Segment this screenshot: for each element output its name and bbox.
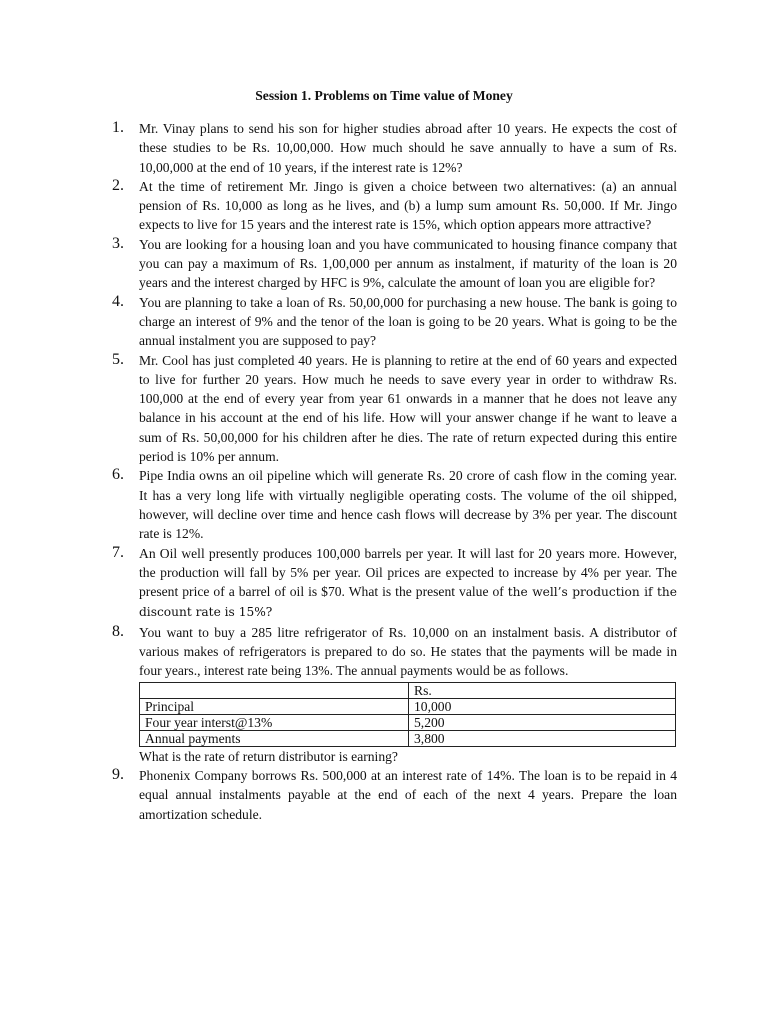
table-header-cell [140,682,409,698]
problem-number: 2. [112,176,124,194]
table-row [140,698,676,714]
problem-number: 1. [112,119,124,136]
payments-table [139,682,676,747]
problem-text: Pipe India owns an oil pipeline which will generate Rs. 20 crore of cash flow in the coming year. It has a very long life with virtually negligible operating costs. The volume of the oil shipped, however, will decline over time and hence cash flows will decrease by 3% per year. The discount rate is 12%. [139,468,677,542]
page-title: Session 1. Problems on Time value of Money [255,88,513,103]
problem-number: 9. [112,765,124,783]
table-cell: Principal [140,698,409,714]
problem-text: At the time of retirement Mr. Jingo is given a choice between two alternatives: (a) an annual pension of Rs. 10,000 as long as he lives, and (b) a lump sum amount Rs. 50,000. If Mr. Jingo expects to live for 15 years and the interest rate is 15%, which option appears more attractive? [139,178,677,233]
problem-text: You are looking for a housing loan and you have communicated to housing finance company that you can pay a maximum of Rs. 1,00,000 per annum as instalment, if maturity of the loan is 20 years and the interest charged by HFC is 9%, calculate the amount of loan you are eligible for? [139,236,677,291]
problem-text-main: An Oil well presently produces 100,000 barrels per year. It will last for 20 years more. However, the production will fall by 5% per year. Oil prices are expected to increase by 4% per year. The present price of a barrel of oil is $70. What is the present value of [139,545,677,600]
problem-number: 5. [112,350,124,368]
table-header-row [140,682,676,698]
table-cell: 10,000 [409,698,676,714]
problem-text: You are planning to take a loan of Rs. 50,00,000 for purchasing a new house. The bank is going to charge an interest of 9% and the tenor of the loan is going to be 20 years. What is going to be the annual instalment you are supposed to pay? [139,294,677,349]
problem-5 [112,351,677,467]
table-cell: 3,800 [409,730,676,746]
problem-number: 3. [112,234,124,252]
problem-7 [112,544,677,623]
table-row [140,730,676,746]
problem-text [139,544,677,623]
problem-number: 4. [112,292,124,310]
table-row [140,714,676,730]
problem-text: Phonenix Company borrows Rs. 500,000 at an interest rate of 14%. The loan is to be repaid in 4 equal annual instalments payable at the end of each of the next 4 years. Prepare the loan amortization schedule. [139,767,677,822]
problem-4 [112,293,677,351]
problem-text: Mr. Vinay plans to send his son for higher studies abroad after 10 years. He expects the cost of these studies to be Rs. 10,00,000. How much should he save annually to have a sum of Rs. 10,00,000 at the end of 10 years, if the interest rate is 12%? [139,121,677,175]
problem-number: 7. [112,543,124,561]
table-cell: Annual payments [140,730,409,746]
problem-3 [112,235,677,293]
table-cell: 5,200 [409,714,676,730]
table-question: What is the rate of return distributor is earning? [139,748,398,764]
table-header-cell: Rs. [409,682,676,698]
problem-text: You want to buy a 285 litre refrigerator of Rs. 10,000 on an instalment basis. A distributor of various makes of refrigerators is prepared to do so. He states that the payments will be made in four years., interest rate being 13%. The annual payments would be as follows. [139,624,677,679]
problem-1 [112,119,677,177]
problem-number: 8. [112,622,124,640]
table-cell: Four year interst@13% [140,714,409,730]
problem-8 [112,623,677,766]
problem-9 [112,766,677,824]
problem-2 [112,177,677,235]
problem-text: Mr. Cool has just completed 40 years. He is planning to retire at the end of 60 years and expected to live for further 20 years. How much he needs to save every year in order to withdraw Rs. 100,000 at the end of every year from year 61 onwards in a manner that he does not leave any balance in his account at the end of his life. How will your answer change if he want to leave a sum of Rs. 50,00,000 for his children after he dies. The rate of return expected during this entire period is 10% per annum. [139,352,677,465]
problem-number: 6. [112,466,124,484]
problem-list [112,119,677,824]
problem-text-tail: the well’s production if the discount rate is 15%? [139,585,677,620]
problem-6 [112,466,677,543]
